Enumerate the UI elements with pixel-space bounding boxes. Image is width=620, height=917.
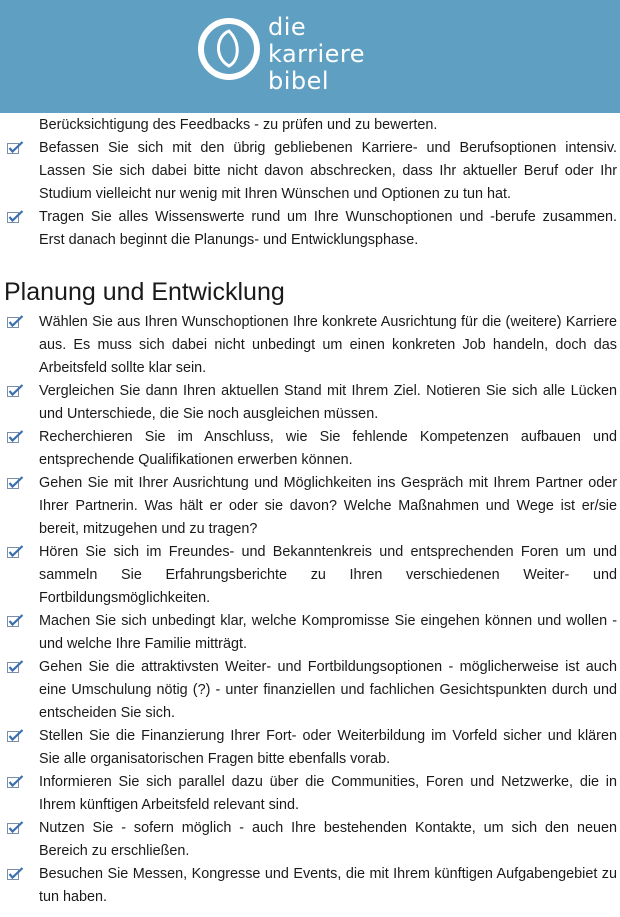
checkbox-checked-icon [7, 141, 24, 154]
section-title: Planung und Entwicklung [4, 278, 285, 306]
list-item [0, 817, 620, 863]
list-item [0, 426, 620, 472]
list-item [0, 311, 620, 380]
list-item-text: Befassen Sie sich mit den übrig gebliebenen Karriere- und Berufsoptionen intensiv. Lassen Sie sich dabei bitte nicht davon abschrecken, dass Ihr aktueller Beruf oder Ihr Studium vielleicht nur wenig mit Ihren Wünschen und Optionen zu tun hat. [39, 140, 617, 202]
logo-ring-icon [196, 16, 262, 82]
list-item [0, 725, 620, 771]
intro-checklist [0, 137, 620, 252]
list-item [0, 610, 620, 656]
list-item [0, 206, 620, 252]
logo-line-2: karriere [268, 40, 366, 68]
article-body [0, 113, 620, 909]
logo-line-1: die [268, 13, 307, 41]
list-item-text: Gehen Sie mit Ihrer Ausrichtung und Möglichkeiten ins Gespräch mit Ihrem Partner oder Ihrer Partnerin. Was hält er oder sie davon? Welche Maßnahmen und Wege ist er/sie bereit, mitzugehen und zu tragen? [39, 475, 617, 537]
list-item-text: Stellen Sie die Finanzierung Ihrer Fort- oder Weiterbildung im Vorfeld sicher und klären Sie alle organisatorischen Fragen bitte ebenfalls vorab. [39, 728, 617, 767]
list-item [0, 137, 620, 206]
lead-text: Berücksichtigung des Feedbacks - zu prüfen und zu bewerten. [39, 117, 438, 133]
checkbox-checked-icon [7, 660, 24, 673]
list-item-text: Vergleichen Sie dann Ihren aktuellen Stand mit Ihrem Ziel. Notieren Sie sich alle Lücken und Unterschiede, die Sie noch ausgleichen müssen. [39, 383, 617, 422]
list-item [0, 656, 620, 725]
list-item-text: Machen Sie sich unbedingt klar, welche Kompromisse Sie eingehen können und wollen - und welche Ihre Familie mitträgt. [39, 613, 617, 652]
checkbox-checked-icon [7, 476, 24, 489]
logo-wordmark [268, 14, 365, 95]
checkbox-checked-icon [7, 729, 24, 742]
list-item-text: Informieren Sie sich parallel dazu über die Communities, Foren und Netzwerke, die in Ihrem künftigen Arbeitsfeld relevant sind. [39, 774, 617, 813]
list-item [0, 863, 620, 909]
list-item-text: Nutzen Sie - sofern möglich - auch Ihre bestehenden Kontakte, um sich den neuen Bereich zu erschließen. [39, 820, 617, 859]
checkbox-checked-icon [7, 867, 24, 880]
header-banner [0, 0, 620, 113]
planning-checklist [0, 311, 620, 909]
checkbox-checked-icon [7, 210, 24, 223]
list-item-text: Gehen Sie die attraktivsten Weiter- und Fortbildungsoptionen - möglicherweise ist auch eine Umschulung nötig (?) - unter finanziellen und fachlichen Gesichtspunkten durch und entscheiden Sie sich. [39, 659, 617, 721]
checkbox-checked-icon [7, 821, 24, 834]
list-item [0, 541, 620, 610]
logo[interactable] [196, 14, 396, 100]
list-item-text: Wählen Sie aus Ihren Wunschoptionen Ihre konkrete Ausrichtung für die (weitere) Karriere aus. Es muss sich dabei nicht unbedingt um einen konkreten Job handeln, doch das Arbeitsfeld sollte klar sein. [39, 314, 617, 376]
checkbox-checked-icon [7, 614, 24, 627]
logo-line-3: bibel [268, 67, 330, 95]
list-item-text: Hören Sie sich im Freundes- und Bekanntenkreis und entsprechenden Foren um und sammeln Sie Erfahrungsberichte zu Ihren verschiedenen Weiter- und Fortbildungsmöglichkeiten. [39, 544, 617, 606]
checkbox-checked-icon [7, 775, 24, 788]
list-item [0, 380, 620, 426]
checkbox-checked-icon [7, 545, 24, 558]
checkbox-checked-icon [7, 315, 24, 328]
list-item [0, 771, 620, 817]
list-item-text: Tragen Sie alles Wissenswerte rund um Ihre Wunschoptionen und -berufe zusammen. Erst danach beginnt die Planungs- und Entwicklungsphase. [39, 209, 617, 248]
list-item-text: Besuchen Sie Messen, Kongresse und Events, die mit Ihrem künftigen Aufgabengebiet zu tun haben. [39, 866, 617, 905]
checkbox-checked-icon [7, 384, 24, 397]
checkbox-checked-icon [7, 430, 24, 443]
list-item-text: Recherchieren Sie im Anschluss, wie Sie fehlende Kompetenzen aufbauen und entsprechende Qualifikationen erwerben können. [39, 429, 617, 468]
list-item [0, 472, 620, 541]
